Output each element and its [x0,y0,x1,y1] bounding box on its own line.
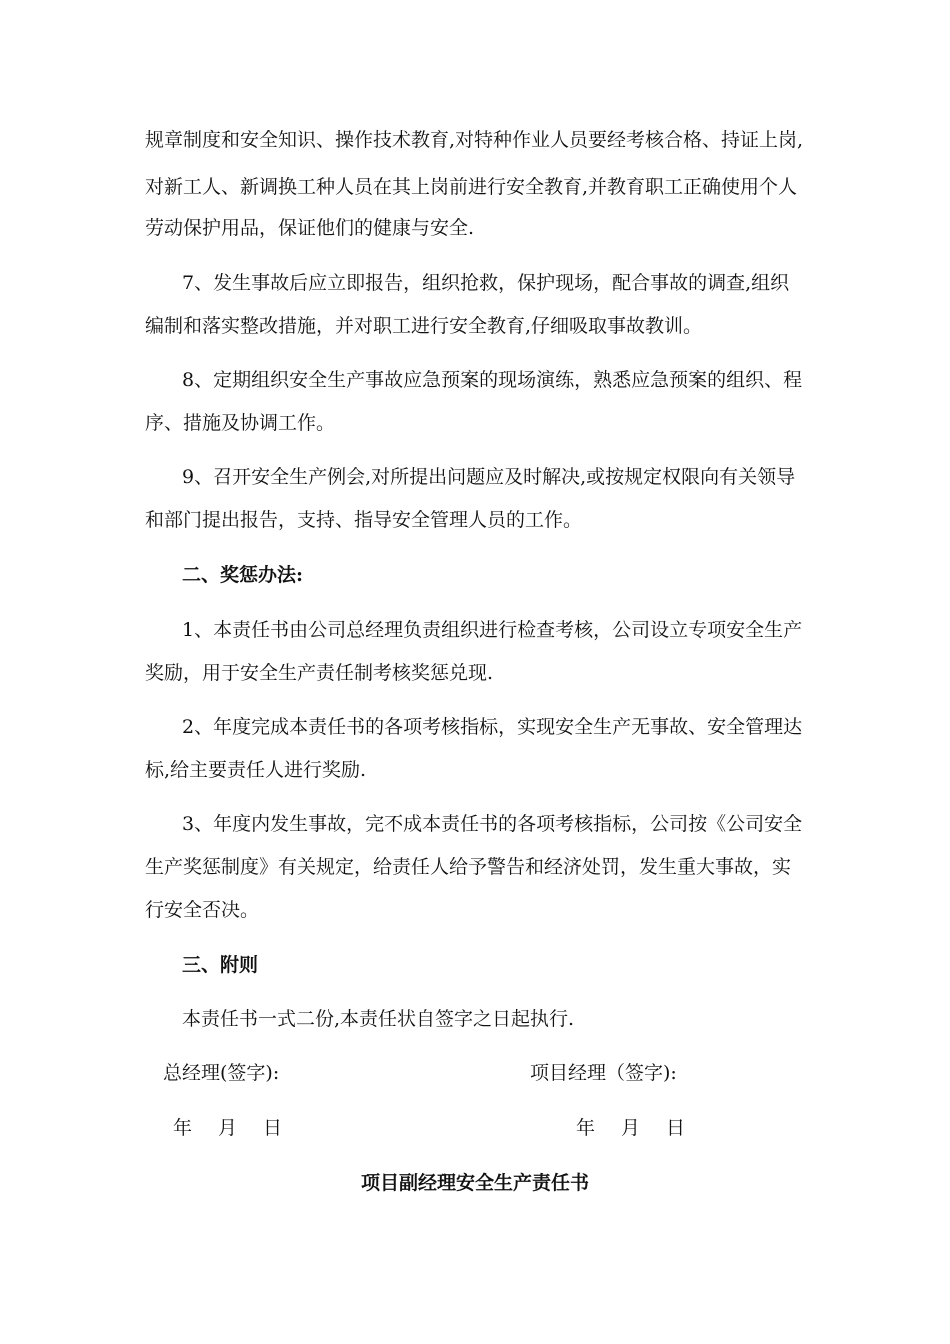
item-8-line-2: 序、措施及协调工作。 [145,412,336,434]
section-2-p3-line-1: 3、年度内发生事故，完不成本责任书的各项考核指标，公司按《公司安全 [182,813,803,835]
signature-date-left [173,1116,282,1140]
paragraph-line: 对新工人、新调换工种人员在其上岗前进行安全教育,并教育职工正确使用个人 [145,176,798,198]
item-9-line-1: 9、召开安全生产例会,对所提出问题应及时解决,或按规定权限向有关领导 [182,466,796,488]
date-day: 日 [263,1117,283,1139]
paragraph-line: 规章制度和安全知识、操作技术教育,对特种作业人员要经考核合格、持证上岗, [145,129,804,151]
section-3-heading: 三、附则 [182,954,259,976]
signature-date-right [576,1116,685,1140]
section-2-p1-line-1: 1、本责任书由公司总经理负责组织进行检查考核，公司设立专项安全生产 [182,619,803,641]
date-year: 年 [173,1117,193,1139]
paragraph-line: 劳动保护用品，保证他们的健康与安全. [145,217,475,239]
section-2-heading: 二、奖惩办法: [182,564,304,586]
signature-project-manager: 项目经理（签字): [530,1062,677,1084]
section-2-p3-line-3: 行安全否决。 [145,899,260,921]
section-2-p1-line-2: 奖励，用于安全生产责任制考核奖惩兑现. [145,662,494,684]
section-2-p2-line-1: 2、年度完成本责任书的各项考核指标，实现安全生产无事故、安全管理达 [182,716,803,738]
item-9-line-2: 和部门提出报告，支持、指导安全管理人员的工作。 [145,509,583,531]
section-2-p2-line-2: 标,给主要责任人进行奖励. [145,759,367,781]
date-year: 年 [576,1117,596,1139]
section-2-p3-line-2: 生产奖惩制度》有关规定，给责任人给予警告和经济处罚，发生重大事故，实 [145,856,792,878]
section-3-text: 本责任书一式二份,本责任状自签字之日起执行. [182,1008,575,1030]
date-month: 月 [621,1117,641,1139]
item-7-line-2: 编制和落实整改措施，并对职工进行安全教育,仔细吸取事故教训。 [145,315,703,337]
item-7-line-1: 7、发生事故后应立即报告，组织抢救，保护现场，配合事故的调查,组织 [182,272,790,294]
date-day: 日 [666,1117,686,1139]
signature-general-manager: 总经理(签字): [163,1062,280,1084]
next-document-title: 项目副经理安全生产责任书 [360,1172,589,1194]
date-month: 月 [218,1117,238,1139]
item-8-line-1: 8、定期组织安全生产事故应急预案的现场演练，熟悉应急预案的组织、程 [182,369,803,391]
